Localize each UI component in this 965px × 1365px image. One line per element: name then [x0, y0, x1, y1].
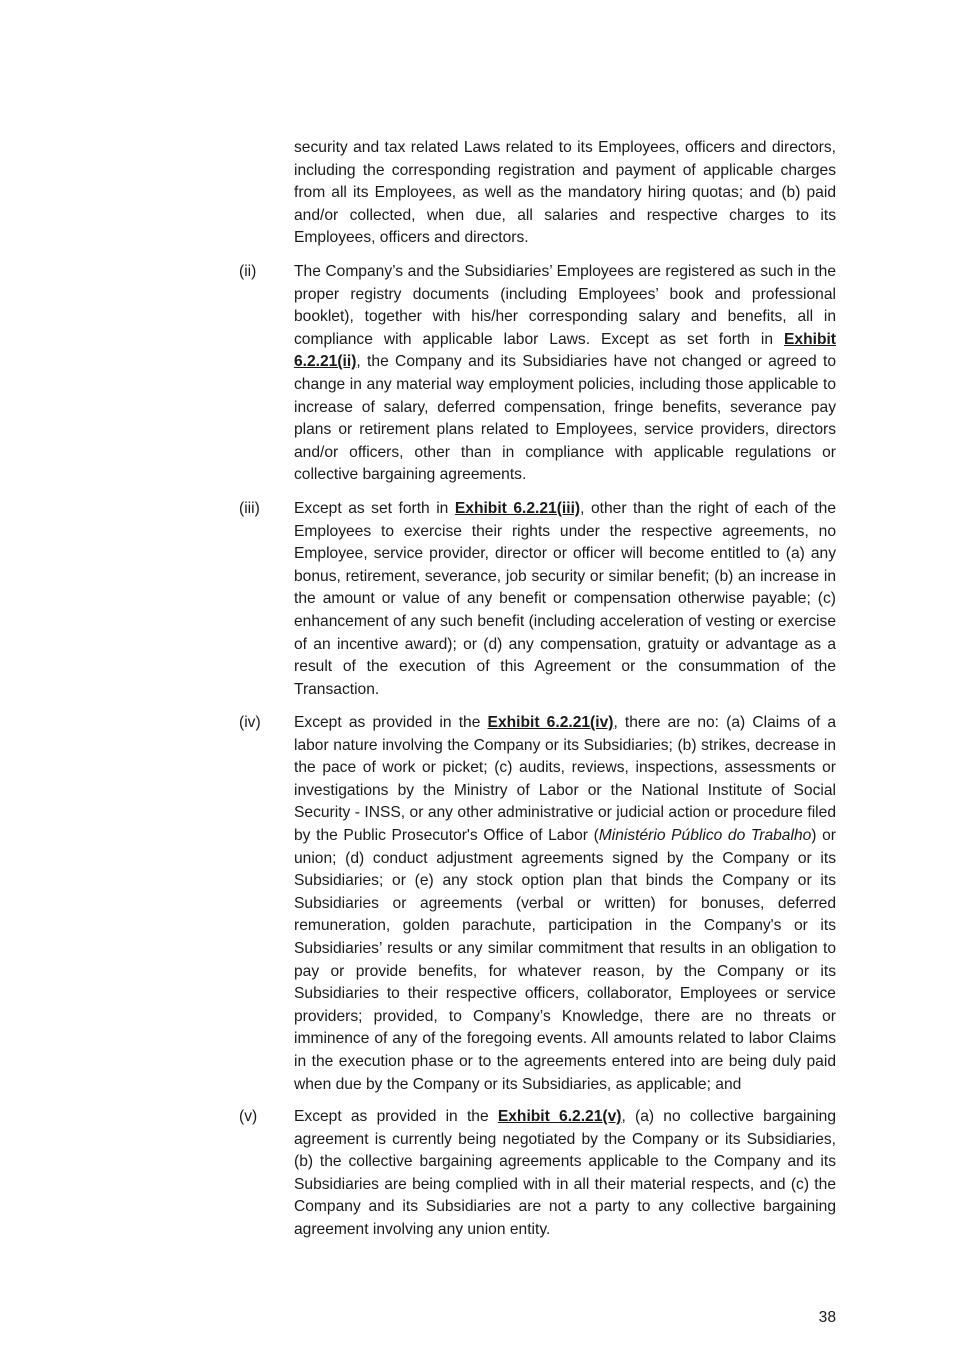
item-iii-text-before: Except as set forth in [294, 500, 455, 517]
item-marker-iii: (iii) [239, 500, 260, 517]
exhibit-reference-ii: Exhibit 6.2.21(ii) [294, 330, 836, 371]
exhibit-reference-v: Exhibit 6.2.21(v) [497, 1108, 622, 1125]
continuation-paragraph: security and tax related Laws related to its Employees, officers and directors, including the corresponding registration and payment of applicable charges from all its Employees, as well as the mandatory hiring quotas; and (b) paid and/or collected, when due, all salaries and respective charges to its Employees, officers and directors. [294, 139, 836, 247]
page-number: 38 [818, 1309, 836, 1326]
item-iv-italic-term: Ministério Público do Trabalho [598, 826, 812, 844]
item-iii-text-after: , other than the right of each of the Employees to exercise their rights under the respective agreements, no Employee, service provider, director or officer will become entitled to (a) any bonus, retirement, severance, job security or similar benefit; (b) an increase in the amount or value of any benefit or compensation otherwise payable; (c) enhancement of any such benefit (including acceleration of vesting or exercise of an incentive award); or (d) any compensation, gratuity or advantage as a result of the execution of this Agreement or the consummation of the Transaction. [294, 500, 836, 698]
exhibit-reference-iv: Exhibit 6.2.21(iv) [487, 714, 614, 731]
item-iv-text-mid: , there are no: (a) Claims of a labor nature involving the Company or its Subsidiaries; (b) strikes, decrease in the pace of work or picket; (c) audits, reviews, inspections, assessments or investigations by the Ministry of Labor or the National Institute of Social Security - INSS, or any other administrative or judicial action or procedure filed by the Public Prosecutor's Office of Labor ( [294, 714, 836, 844]
exhibit-reference-iii: Exhibit 6.2.21(iii) [454, 500, 581, 517]
item-v-text-after: , (a) no collective bargaining agreement is currently being negotiated by the Company or its Subsidiaries, (b) the collective bargaining agreements applicable to the Company and its Subsidiaries are being complied with in all their material respects, and (c) the Company and its Subsidiaries are not a party to any collective bargaining agreement involving any union entity. [294, 1108, 837, 1238]
list-item-iii [294, 498, 836, 701]
item-v-text-before: Except as provided in the [294, 1108, 498, 1125]
list-item-ii [294, 261, 836, 487]
item-ii-text-before: The Company’s and the Subsidiaries’ Employees are registered as such in the proper registry documents (including Employees’ book and professional booklet), together with his/her corresponding salary and benefits, all in compliance with applicable labor Laws. Except as set forth in [294, 263, 836, 348]
item-iv-text-before: Except as provided in the [294, 714, 488, 731]
item-marker-iv: (iv) [239, 714, 261, 731]
item-iv-text-after: ) or union; (d) conduct adjustment agreements signed by the Company or its Subsidiaries; or (e) any stock option plan that binds the Company or its Subsidiaries or agreements (verbal or written) for bonuses, deferred remuneration, golden parachute, participation in the Company's or its Subsidiaries’ results or any similar commitment that results in an obligation to pay or provide benefits, for whatever reason, by the Company or its Subsidiaries to their respective officers, collaborator, Employees or service providers; provided, to Company’s Knowledge, there are no threats or imminence of any of the foregoing events. All amounts related to labor Claims in the execution phase or to the agreements entered into are being duly paid when due by the Company or its Subsidiaries, as applicable; and [294, 826, 836, 1093]
list-item-iv [294, 712, 836, 1096]
item-marker-ii: (ii) [239, 263, 257, 280]
list-item-v [294, 1106, 836, 1242]
item-marker-v: (v) [239, 1108, 258, 1125]
item-ii-text-after: , the Company and its Subsidiaries have not changed or agreed to change in any material way employment policies, including those applicable to increase of salary, deferred compensation, fringe benefits, severance pay plans or retirement plans related to Employees, service providers, directors and/or officers, other than in compliance with applicable regulations or collective bargaining agreements. [294, 353, 836, 484]
